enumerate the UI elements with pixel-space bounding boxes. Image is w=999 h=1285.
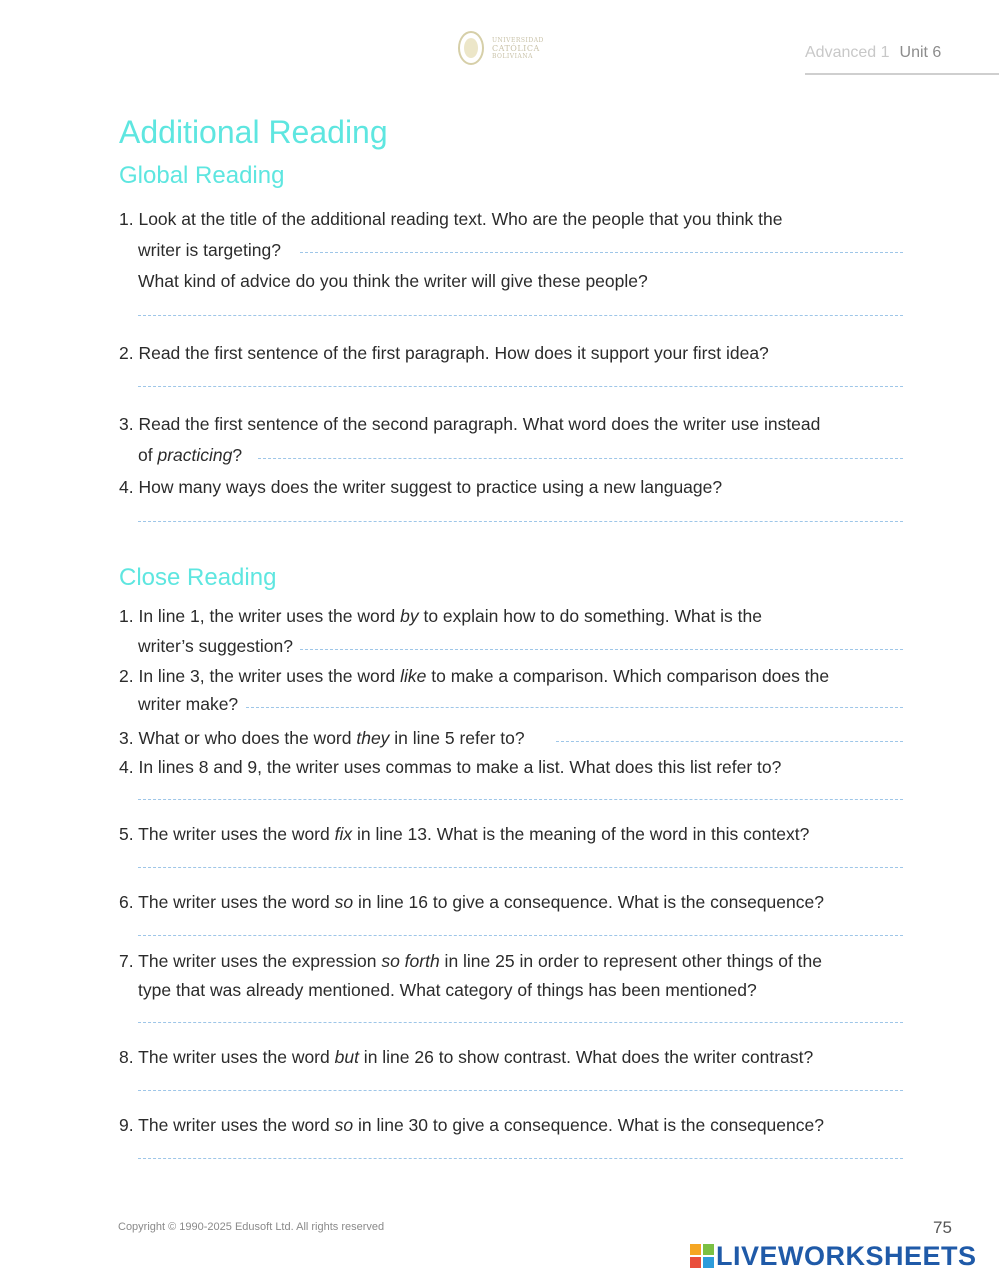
liveworksheets-brand[interactable] — [690, 1241, 977, 1272]
global-q1-text-line2: writer is targeting? — [138, 240, 281, 260]
university-logo — [456, 30, 546, 70]
close-q8-answer-line[interactable] — [138, 1090, 903, 1091]
global-q3-answer-line[interactable] — [258, 458, 903, 459]
close-q9-text: 9. The writer uses the word so in line 30 to give a consequence. What is the consequence? — [119, 1115, 824, 1135]
close-q3-text: 3. What or who does the word they in line 5 refer to? — [119, 728, 525, 748]
close-q1-answer-line[interactable] — [300, 649, 903, 650]
page-number: 75 — [933, 1218, 952, 1237]
copyright-text: Copyright © 1990-2025 Edusoft Ltd. All rights reserved — [118, 1221, 385, 1233]
unit-label: Unit 6 — [899, 44, 942, 61]
close-q7-text: 7. The writer uses the expression so forth in line 25 in order to represent other things of the — [119, 951, 823, 971]
liveworksheets-logo-icon — [690, 1244, 714, 1268]
global-q4-text: 4. How many ways does the writer suggest to practice using a new language? — [119, 477, 723, 497]
global-q1-followup: What kind of advice do you think the writer will give these people? — [138, 271, 648, 291]
emphasized-word: by — [400, 606, 419, 626]
close-q4-text: 4. In lines 8 and 9, the writer uses commas to make a list. What does this list refer to? — [119, 757, 782, 777]
close-q1-text: 1. In line 1, the writer uses the word by to explain how to do something. What is the — [119, 606, 762, 626]
global-q4-answer-line[interactable] — [138, 521, 903, 522]
close-reading-heading: Close Reading — [119, 564, 277, 591]
level-label: Advanced 1 — [805, 44, 890, 61]
global-q1-answer-line[interactable] — [300, 252, 903, 253]
global-q3-text: 3. Read the first sentence of the second paragraph. What word does the writer use instead — [119, 414, 821, 434]
emphasized-word: so forth — [381, 951, 440, 971]
close-q6-text: 6. The writer uses the word so in line 16 to give a consequence. What is the consequence? — [119, 892, 824, 912]
global-q3-text-line2: of practicing? — [138, 445, 243, 465]
close-q2-text-line2: writer make? — [138, 694, 239, 714]
page-title: Additional Reading — [119, 114, 388, 150]
close-q1-text-line2: writer’s suggestion? — [138, 636, 293, 656]
close-q2-text: 2. In line 3, the writer uses the word like to make a comparison. Which comparison does the — [119, 666, 830, 686]
close-q2-answer-line[interactable] — [246, 707, 903, 708]
global-q1-text: 1. Look at the title of the additional reading text. Who are the people that you think the — [119, 209, 783, 229]
close-q7-text-line2: type that was already mentioned. What category of things has been mentioned? — [138, 980, 757, 1000]
emphasized-word: practicing — [157, 445, 233, 465]
close-q7-answer-line[interactable] — [138, 1022, 903, 1023]
global-q2-text: 2. Read the first sentence of the first paragraph. How does it support your first idea? — [119, 343, 769, 363]
global-q1-followup-answer-line[interactable] — [138, 315, 903, 316]
emphasized-word: they — [356, 728, 390, 748]
global-reading-heading: Global Reading — [119, 162, 285, 189]
close-q8-text: 8. The writer uses the word but in line 26 to show contrast. What does the writer contrast? — [119, 1047, 814, 1067]
close-q5-text: 5. The writer uses the word fix in line 13. What is the meaning of the word in this context? — [119, 824, 810, 844]
global-q2-answer-line[interactable] — [138, 386, 903, 387]
emphasized-word: so — [334, 892, 354, 912]
unit-header — [805, 44, 941, 62]
crest-icon — [456, 30, 486, 66]
emphasized-word: so — [334, 1115, 354, 1135]
emphasized-word: like — [400, 666, 427, 686]
close-q3-answer-line[interactable] — [556, 741, 903, 742]
emphasized-word: fix — [334, 824, 353, 844]
close-q5-answer-line[interactable] — [138, 867, 903, 868]
emphasized-word: but — [334, 1047, 359, 1067]
logo-text: UNIVERSIDAD CATÓLICA BOLIVIANA — [492, 37, 544, 60]
close-q6-answer-line[interactable] — [138, 935, 903, 936]
close-q4-answer-line[interactable] — [138, 799, 903, 800]
header-divider — [805, 73, 999, 75]
brand-label: LIVEWORKSHEETS — [716, 1241, 977, 1271]
close-q9-answer-line[interactable] — [138, 1158, 903, 1159]
